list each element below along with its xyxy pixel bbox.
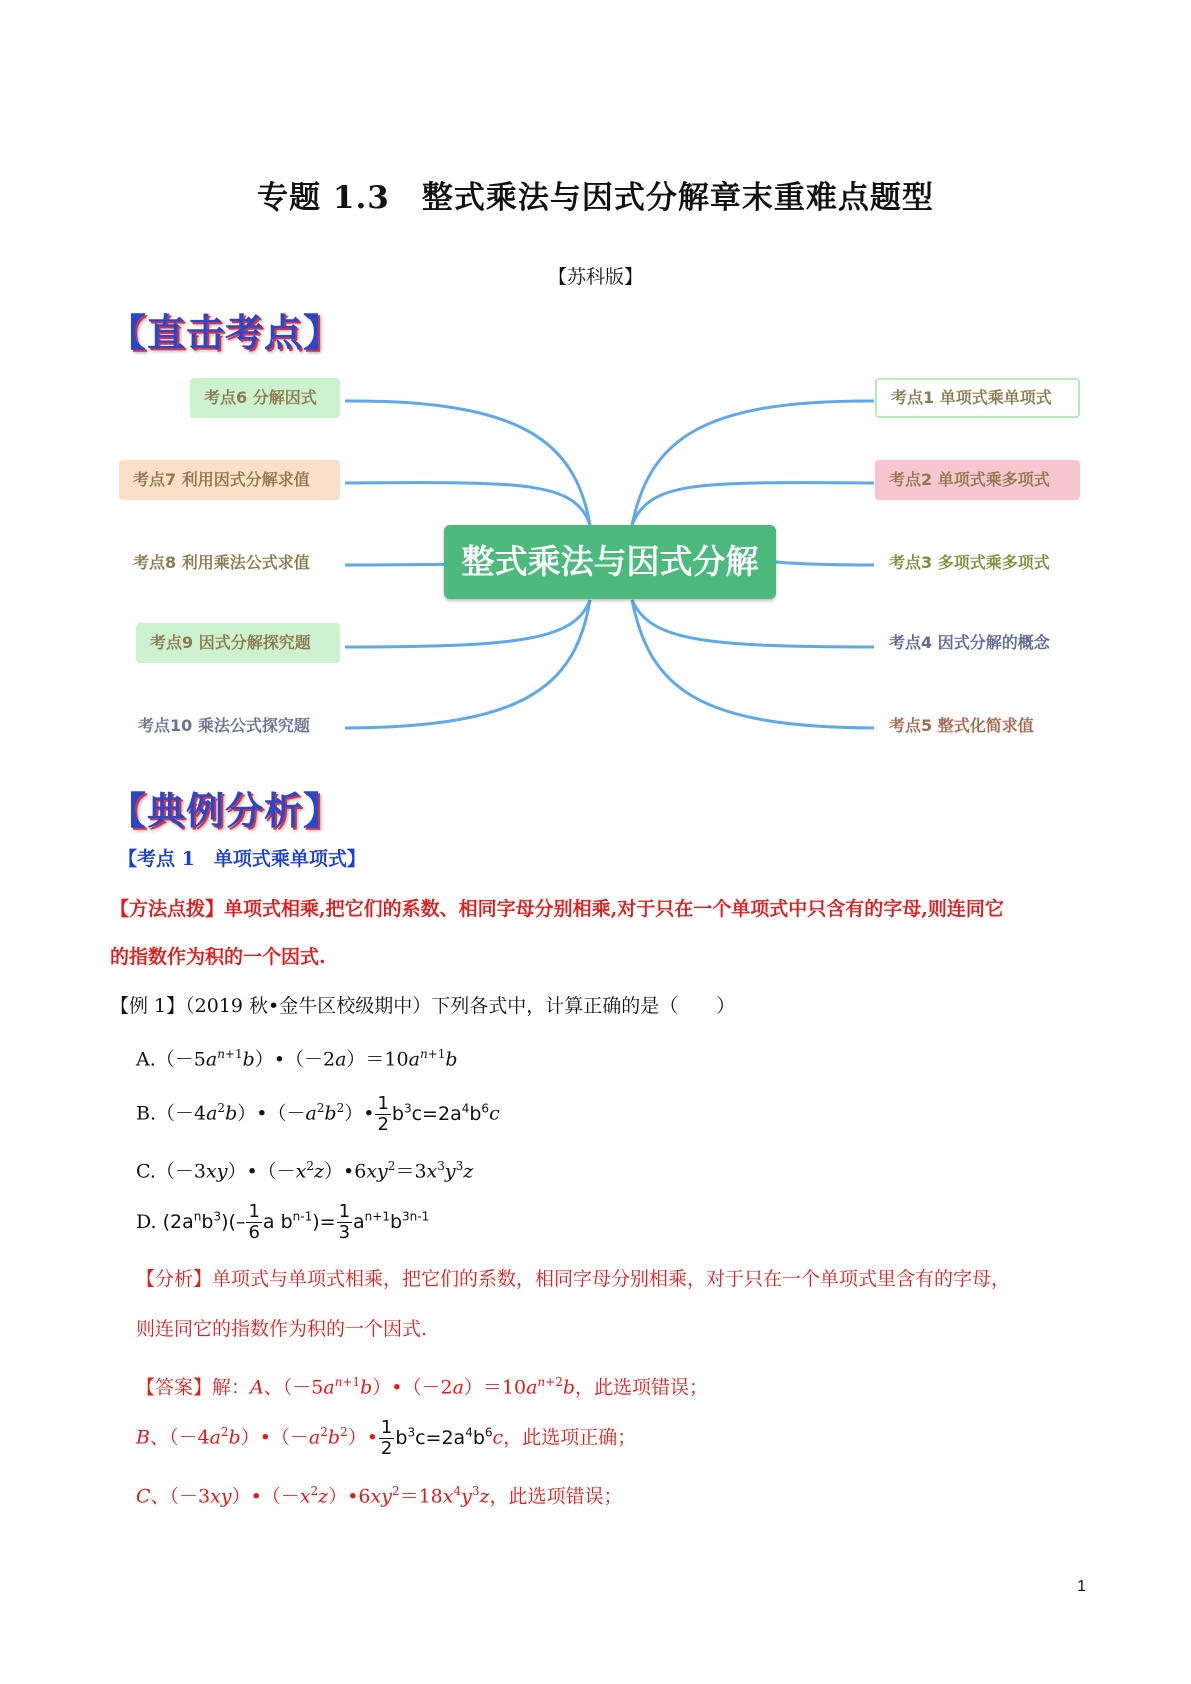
answer-c: C、$(-3xy)•(-x^2z)•6xy^2=18x^4y^3z$，此选项错误；	[136, 1484, 623, 1508]
edition-label: 【苏科版】	[547, 266, 643, 288]
banner-examples: 【典例分析】	[108, 789, 343, 833]
fraction-half: $\frac{1}{2}$	[377, 1093, 389, 1135]
node-k6: 考点6 分解因式	[190, 378, 340, 418]
node-k2: 考点2 单项式乘多项式	[875, 460, 1080, 500]
option-a: $A.(-5a^{n+1}b)•(-2a)=10a^{n+1}b$	[136, 1047, 458, 1071]
answer-a: 【答案】解：A、$(-5a^{n+1}b)•(-2a)=10a^{n+2}b$，此选项错误；	[136, 1375, 709, 1399]
option-c: $C.(-3xy)•(-x^2z)•6xy^2=3x^3y^3z$	[136, 1159, 474, 1183]
answer-a-suffix: ，此选项错误；	[575, 1376, 709, 1399]
node-k10: 考点10 乘法公式探究题	[138, 716, 310, 735]
banner-key-points: 【直击考点】	[108, 311, 343, 355]
option-d: D. $(2a^nb^3)(-$ $\frac{1}{6}$ a $b^{n-1})=$ $\frac{1}{3}$ $a^{n+1}b^{3n-1}$	[136, 1201, 430, 1243]
fraction-half-answer: $\frac{1}{2}$	[380, 1417, 393, 1459]
answer-c-suffix: ，此选项错误；	[489, 1485, 623, 1508]
answer-tag: 【答案】	[136, 1376, 213, 1399]
node-k9: 考点9 因式分解探究题	[136, 623, 340, 663]
method-text-2: 的指数作为积的一个因式.	[110, 946, 326, 968]
node-k1: 考点1 单项式乘单项式	[875, 378, 1080, 418]
section-heading: 【考点 1 单项式乘单项式】	[118, 848, 366, 870]
node-k5: 考点5 整式化简求值	[889, 716, 1034, 735]
answer-b-suffix: ，此选项正确；	[503, 1426, 637, 1449]
page-number: 1	[1077, 1578, 1086, 1595]
analysis-text-2: 则连同它的指数作为积的一个因式.	[136, 1318, 428, 1340]
method-line-1	[110, 896, 1004, 922]
analysis-line-1	[136, 1266, 1010, 1292]
option-b: $B.(-4a^2b)•(-a^2b^2)•$ $\frac{1}{2}$ $b^3c=2a^4b^6c$	[136, 1093, 500, 1135]
analysis-text-1: 单项式与单项式相乘，把它们的系数，相同字母分别相乘，对于只在一个单项式里含有的字母，	[212, 1268, 1011, 1290]
node-k3: 考点3 多项式乘多项式	[889, 553, 1050, 572]
method-tag: 【方法点拨】	[110, 898, 225, 920]
fraction-sixth: $\frac{1}{6}$	[248, 1201, 260, 1243]
node-k4: 考点4 因式分解的概念	[889, 633, 1050, 652]
page-title: 专题 1.3 整式乘法与因式分解章末重难点题型	[257, 180, 934, 216]
answer-b: B、$(-4a^2b)•(-a^2b^2)•$ $\frac{1}{2}$ $b^3c=2a^4b^6c$，此选项正确；	[136, 1417, 637, 1459]
method-text-1: 单项式相乘,把它们的系数、相同字母分别相乘,对于只在一个单项式中只含有的字母,则连同它	[224, 898, 1004, 920]
analysis-tag: 【分析】	[136, 1268, 213, 1290]
example-tag: 【例 1】	[110, 995, 186, 1017]
example-line	[110, 993, 735, 1019]
mindmap-center: 整式乘法与因式分解	[444, 525, 776, 599]
fraction-third: $\frac{1}{3}$	[338, 1201, 351, 1243]
node-k7: 考点7 利用因式分解求值	[119, 460, 340, 500]
node-k8: 考点8 利用乘法公式求值	[133, 553, 310, 572]
example-text: （2019 秋•金牛区校级期中）下列各式中，计算正确的是（ ）	[185, 995, 736, 1017]
